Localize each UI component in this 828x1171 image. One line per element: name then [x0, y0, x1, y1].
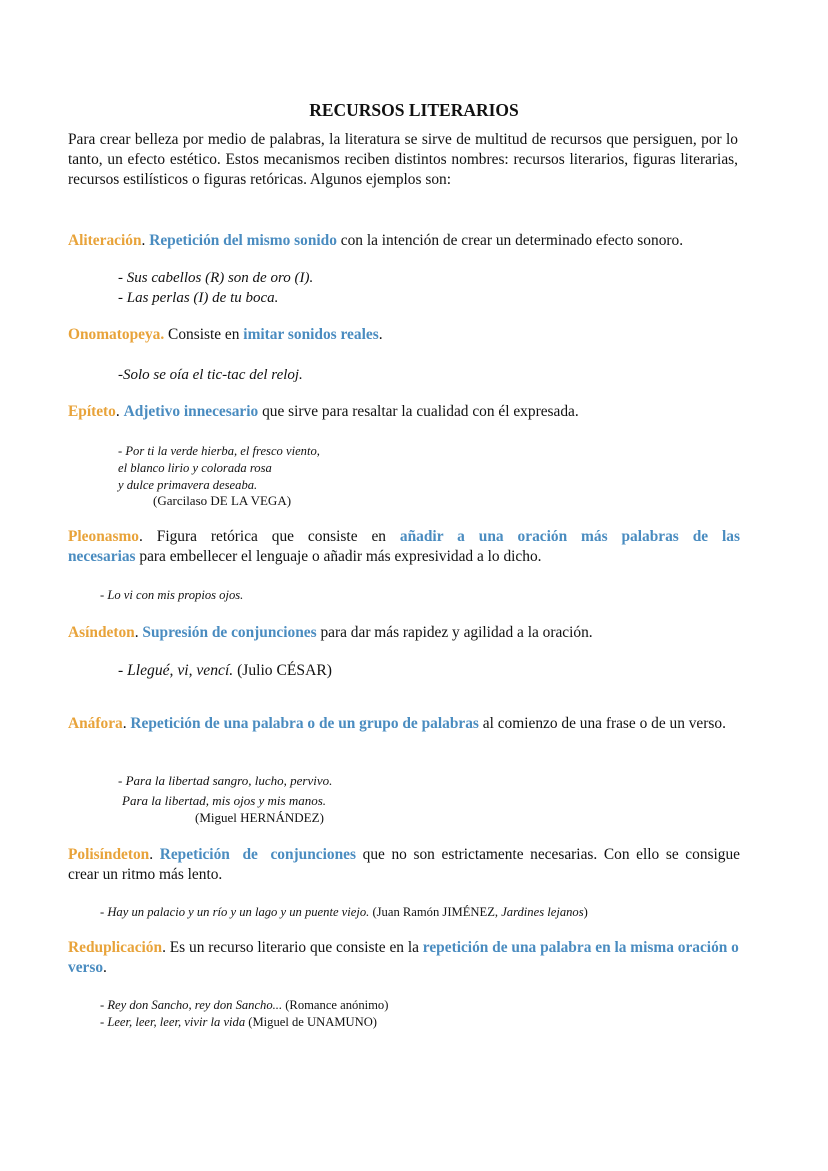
aliteracion-rest: con la intención de crear un determinado efecto sonoro.: [336, 232, 684, 249]
onomatopeya-example: -Solo se oía el tic-tac del reloj.: [118, 367, 303, 383]
aliteracion-term: Aliteración: [68, 232, 142, 249]
pleonasmo-highlight: añadir a una oración más palabras de las necesarias: [68, 528, 740, 565]
anafora-verse-1: - Para la libertad sangro, lucho, pervivo.: [118, 773, 333, 788]
intro-paragraph: Para crear belleza por medio de palabras, la literatura se sirve de multitud de recursos que persiguen, por lo tanto, un efecto estético. Estos mecanismos reciben distintos nombres: recursos literarios, figuras literarias, recursos estilísticos o figuras retóricas. Algunos ejemplos son:: [68, 131, 738, 188]
epiteto-definition: Epíteto. Adjetivo innecesario que sirve para resaltar la cualidad con él expresada.: [68, 403, 579, 420]
reduplicacion-example-1: - Rey don Sancho, rey don Sancho... (Romance anónimo): [100, 998, 389, 1012]
epiteto-verse-3: y dulce primavera deseaba.: [118, 478, 258, 492]
epiteto-verse-2: el blanco lirio y colorada rosa: [118, 461, 272, 475]
onomatopeya-highlight: imitar sonidos reales: [243, 326, 379, 343]
anafora-highlight: Repetición de una palabra o de un grupo de palabras: [130, 715, 479, 732]
polisindeton-term: Polisíndeton: [68, 846, 150, 863]
onomatopeya-definition: Onomatopeya. Consiste en imitar sonidos reales.: [68, 326, 383, 343]
pleonasmo-definition: Pleonasmo. Figura retórica que consiste en añadir a una oración más palabras de las necesarias para embellecer el lenguaje o añadir más expresividad a lo dicho.: [68, 528, 740, 565]
reduplicacion-example-2: - Leer, leer, leer, vivir la vida (Miguel de UNAMUNO): [100, 1015, 378, 1029]
onomatopeya-term: Onomatopeya.: [68, 326, 165, 343]
epiteto-term: Epíteto: [68, 403, 116, 420]
asindeton-example: - Llegué, vi, vencí. (Julio CÉSAR): [118, 662, 332, 679]
pleonasmo-term: Pleonasmo: [68, 528, 139, 545]
anafora-term: Anáfora: [68, 715, 123, 732]
asindeton-highlight: Supresión de conjunciones: [142, 624, 317, 641]
reduplicacion-term: Reduplicación: [68, 939, 163, 956]
reduplicacion-definition: Reduplicación. Es un recurso literario que consiste en la repetición de una palabra en la misma oración o verso.: [68, 939, 739, 976]
epiteto-author: (Garcilaso DE LA VEGA): [153, 493, 292, 508]
anafora-definition: Anáfora. Repetición de una palabra o de un grupo de palabras al comienzo de una frase o de un verso.: [68, 715, 726, 732]
polisindeton-example: - Hay un palacio y un río y un lago y un puente viejo. (Juan Ramón JIMÉNEZ, Jardines lejanos): [100, 905, 588, 919]
aliteracion-example-2: - Las perlas (I) de tu boca.: [118, 290, 279, 306]
asindeton-term: Asíndeton: [68, 624, 135, 641]
anafora-author: (Miguel HERNÁNDEZ): [195, 810, 324, 825]
epiteto-highlight: Adjetivo innecesario: [123, 403, 259, 420]
polisindeton-highlight: Repetición de conjunciones: [159, 846, 356, 863]
asindeton-author: (Julio CÉSAR): [233, 662, 332, 679]
polisindeton-definition: Polisíndeton. Repetición de conjunciones que no son estrictamente necesarias. Con ello se consigue crear un ritmo más lento.: [68, 846, 741, 883]
asindeton-definition: Asíndeton. Supresión de conjunciones para dar más rapidez y agilidad a la oración.: [68, 624, 593, 641]
anafora-verse-2: Para la libertad, mis ojos y mis manos.: [122, 793, 327, 808]
reduplicacion-highlight: repetición de una palabra en la misma oración o verso: [68, 939, 739, 976]
page-title: RECURSOS LITERARIOS: [309, 100, 519, 120]
polisindeton-work: Jardines lejanos: [501, 905, 584, 919]
epiteto-verse-1: - Por ti la verde hierba, el fresco viento,: [118, 444, 320, 458]
aliteracion-definition: Aliteración. Repetición del mismo sonido con la intención de crear un determinado efecto sonoro.: [68, 232, 684, 249]
aliteracion-example-1: - Sus cabellos (R) son de oro (I).: [118, 270, 314, 286]
aliteracion-highlight: Repetición del mismo sonido: [149, 232, 337, 249]
pleonasmo-example: - Lo vi con mis propios ojos.: [100, 588, 244, 602]
